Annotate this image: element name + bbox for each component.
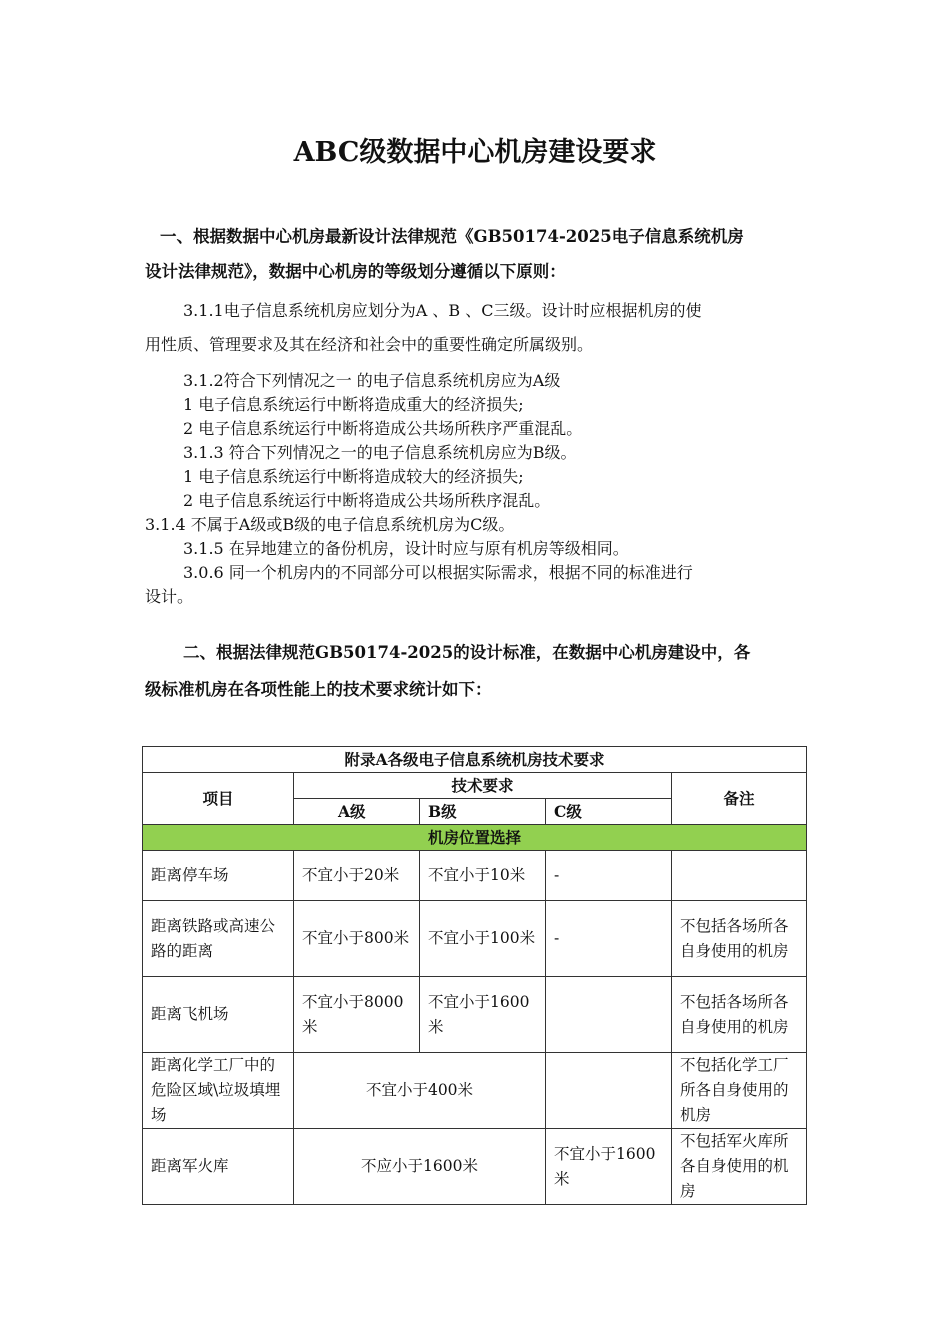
row-note: 不包括各场所各自身使用的机房 [672,977,807,1053]
clause-3-1-4: 3.1.4 不属于A级或B级的电子信息系统机房为C级。 [145,515,515,534]
header-note: 备注 [672,773,807,825]
header-item: 项目 [143,773,294,825]
row-grade-a: 不宜小于8000米 [294,977,420,1053]
clause-3-1-1-line2: 用性质、管理要求及其在经济和社会中的重要性确定所属级别。 [145,335,594,354]
section2-heading-line1: 二、根据法律规范GB50174-2025的设计标准，在数据中心机房建设中，各 [183,643,751,662]
row-grade-c: - [546,851,672,901]
clause-3-1-3: 3.1.3 符合下列情况之一的电子信息系统机房应为B级。 [183,443,577,462]
row-item: 距离铁路或高速公路的距离 [143,901,294,977]
row-note: 不包括化学工厂所各自身使用的机房 [672,1053,807,1129]
header-grade-c: C级 [546,799,672,825]
row-grade-c [546,1053,672,1129]
section1-heading-line2: 设计法律规范》，数据中心机房的等级划分遵循以下原则： [145,262,566,281]
clause-3-1-2: 3.1.2符合下列情况之一 的电子信息系统机房应为A级 [183,371,561,390]
row-item: 距离停车场 [143,851,294,901]
clause-3-1-3-item1: 1 电子信息系统运行中断将造成较大的经济损失; [183,467,524,486]
table-row [143,851,807,901]
row-note: 不包括军火库所各自身使用的机房 [672,1129,807,1205]
tech-requirements-table [142,746,807,1205]
table-caption: 附录A各级电子信息系统机房技术要求 [143,747,807,773]
row-item: 距离化学工厂中的危险区域\垃圾填埋场 [143,1053,294,1129]
section1-heading-line1: 一、根据数据中心机房最新设计法律规范《GB50174-2025电子信息系统机房 [160,227,744,246]
row-grade-c [546,977,672,1053]
table-row [143,901,807,977]
clause-3-0-6-line1: 3.0.6 同一个机房内的不同部分可以根据实际需求，根据不同的标准进行 [183,563,693,582]
header-grade-b: B级 [420,799,546,825]
row-grade-a: 不宜小于20米 [294,851,420,901]
page-title: ABC级数据中心机房建设要求 [293,137,657,168]
section2-heading-line2: 级标准机房在各项性能上的技术要求统计如下： [145,680,492,699]
section-location-selection: 机房位置选择 [143,825,807,851]
clause-3-1-5: 3.1.5 在异地建立的备份机房，设计时应与原有机房等级相同。 [183,539,629,558]
clause-3-1-1-line1: 3.1.1电子信息系统机房应划分为A 、B 、C三级。设计时应根据机房的使 [183,301,702,320]
table-row [143,977,807,1053]
table-row [143,1053,807,1129]
header-tech-requirements: 技术要求 [294,773,672,799]
row-grade-b: 不宜小于10米 [420,851,546,901]
clause-3-1-2-item2: 2 电子信息系统运行中断将造成公共场所秩序严重混乱。 [183,419,583,438]
row-note: 不包括各场所各自身使用的机房 [672,901,807,977]
row-grade-b: 不宜小于100米 [420,901,546,977]
table-row [143,1129,807,1205]
clause-3-1-3-item2: 2 电子信息系统运行中断将造成公共场所秩序混乱。 [183,491,551,510]
row-grade-a: 不宜小于800米 [294,901,420,977]
row-grade-c: 不宜小于1600米 [546,1129,672,1205]
row-grade-ab: 不应小于1600米 [294,1129,546,1205]
row-grade-b: 不宜小于1600米 [420,977,546,1053]
row-grade-ab: 不宜小于400米 [294,1053,546,1129]
row-item: 距离军火库 [143,1129,294,1205]
header-grade-a: A级 [294,799,420,825]
clause-3-1-2-item1: 1 电子信息系统运行中断将造成重大的经济损失; [183,395,524,414]
row-grade-c: - [546,901,672,977]
clause-3-0-6-line2: 设计。 [145,587,194,606]
row-item: 距离飞机场 [143,977,294,1053]
row-note [672,851,807,901]
